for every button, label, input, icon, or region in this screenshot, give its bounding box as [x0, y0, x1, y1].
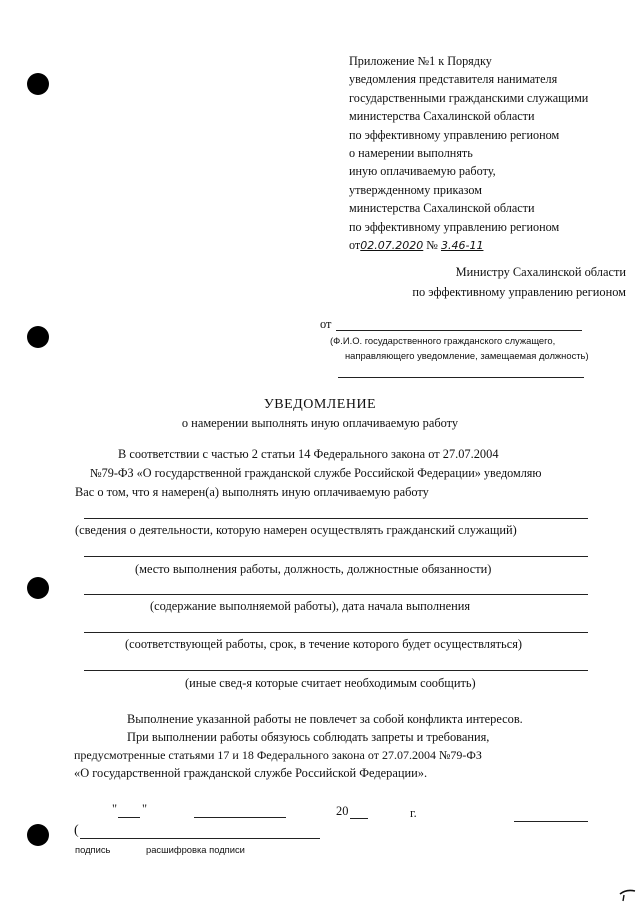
- body-text: №79-ФЗ «О государственной гражданской службе Российской Федерации» уведомляю: [90, 466, 542, 480]
- binder-hole: [27, 824, 49, 846]
- appendix-line: иную оплачиваемую работу,: [349, 164, 496, 179]
- binder-hole: [27, 326, 49, 348]
- order-prefix: от: [349, 238, 361, 253]
- appendix-line: о намерении выполнять: [349, 146, 473, 161]
- order-date: 02.07.2020: [360, 239, 424, 253]
- appendix-line: уведомления представителя нанимателя: [349, 72, 558, 87]
- pen-mark: [618, 888, 638, 902]
- field-line: [84, 518, 588, 519]
- month-line: [194, 817, 286, 818]
- field-hint: (иные свед-я которые считает необходимым сообщить): [185, 676, 476, 690]
- sender-extra-line: [338, 377, 584, 378]
- obligation-text: предусмотренные статьями 17 и 18 Федерального закона от 27.07.2004 №79-ФЗ: [74, 748, 482, 762]
- field-line: [84, 556, 588, 557]
- date-quote-open: ": [112, 802, 118, 816]
- appendix-line: государственными гражданскими служащими: [349, 90, 589, 105]
- sender-hint: направляющего уведомление, замещаемая должность): [345, 350, 589, 361]
- signature-line: [80, 838, 320, 839]
- field-line: [84, 594, 588, 595]
- year-suffix: г.: [410, 806, 417, 820]
- year-prefix: 20: [336, 804, 349, 818]
- year-line: [350, 818, 368, 819]
- signature-open-paren: (: [74, 823, 79, 838]
- binder-hole: [27, 73, 49, 95]
- notice-subtitle: о намерении выполнять иную оплачиваемую работу: [181, 416, 459, 430]
- appendix-line: министерства Сахалинской области: [349, 201, 535, 216]
- sender-hint: (Ф.И.О. государственного гражданского служащего,: [330, 335, 556, 346]
- conflict-statement: Выполнение указанной работы не повлечет за собой конфликта интересов.: [127, 712, 523, 726]
- obligation-text: «О государственной гражданской службе Российской Федерации».: [74, 766, 428, 780]
- field-hint: (содержание выполняемой работы), дата начала выполнения: [150, 599, 471, 613]
- day-line: [118, 817, 140, 818]
- field-hint: (место выполнения работы, должность, должностные обязанности): [135, 562, 492, 576]
- order-line: [349, 236, 588, 255]
- field-line: [84, 670, 588, 671]
- binder-hole: [27, 577, 49, 599]
- order-number: 3.46-11: [440, 239, 484, 253]
- obligation-text: При выполнении работы обязуюсь соблюдать запреты и требования,: [127, 730, 490, 744]
- addressee-block: [412, 262, 626, 302]
- decode-label: расшифровка подписи: [146, 844, 245, 855]
- appendix-line: по эффективному управлению регионом: [349, 219, 560, 234]
- body-text: Вас о том, что я намерен(а) выполнять иную оплачиваемую работу: [75, 485, 429, 499]
- appendix-line: по эффективному управлению регионом: [349, 127, 560, 142]
- from-label: от: [320, 317, 332, 331]
- signature-label: подпись: [75, 844, 111, 855]
- right-signature-line: [514, 821, 588, 822]
- appendix-line: утвержденному приказом: [349, 182, 482, 197]
- addressee-line: Министру Сахалинской области: [455, 265, 626, 279]
- appendix-block: [349, 52, 588, 255]
- appendix-line: министерства Сахалинской области: [349, 109, 535, 124]
- appendix-line: Приложение №1 к Порядку: [349, 54, 492, 68]
- body-text: В соответствии с частью 2 статьи 14 Федерального закона от 27.07.2004: [118, 447, 499, 461]
- notice-title: УВЕДОМЛЕНИЕ: [263, 397, 377, 412]
- field-hint: (соответствующей работы, срок, в течение которого будет осуществляться): [125, 637, 523, 651]
- date-quote-close: ": [142, 802, 148, 816]
- field-line: [84, 632, 588, 633]
- field-hint: (сведения о деятельности, которую намерен осуществлять гражданский служащий): [75, 523, 517, 537]
- sender-name-line: [336, 330, 582, 331]
- addressee-line: по эффективному управлению регионом: [412, 285, 626, 299]
- order-number-label: №: [426, 238, 438, 253]
